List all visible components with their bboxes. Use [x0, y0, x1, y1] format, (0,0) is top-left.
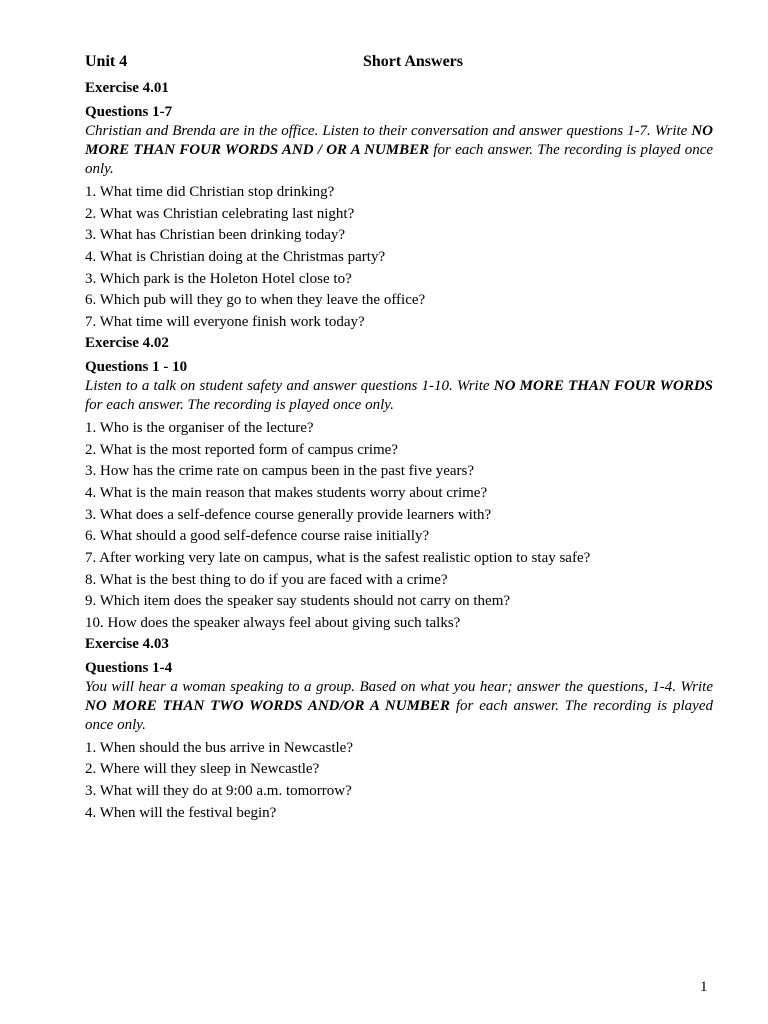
- question-item: 9. Which item does the speaker say students should not carry on them?: [85, 593, 511, 610]
- question-item: 3. How has the crime rate on campus been in the past five years?: [85, 463, 475, 480]
- unit-label: Unit 4: [85, 53, 128, 70]
- instructions-text: for each answer. The recording is played once only.: [85, 697, 713, 733]
- document-page: [85, 52, 713, 824]
- instructions-text: Christian and Brenda are in the office. Listen to their conversation and answer questions 1-7. Write: [85, 123, 692, 139]
- question-item: 2. Where will they sleep in Newcastle?: [85, 761, 320, 778]
- question-item: 3. What has Christian been drinking today?: [85, 227, 346, 244]
- page-number: 1: [700, 979, 708, 995]
- question-item: 1. What time did Christian stop drinking?: [85, 184, 335, 200]
- question-item: 4. What is Christian doing at the Christmas party?: [85, 249, 386, 266]
- instructions-emphasis: NO MORE THAN FOUR WORDS AND / OR A NUMBER: [85, 123, 713, 158]
- question-item: 4. When will the festival begin?: [85, 804, 277, 821]
- question-list: [85, 418, 713, 635]
- question-item: 4. What is the main reason that makes students worry about crime?: [85, 484, 488, 501]
- exercise-heading: Exercise 4.03: [85, 635, 169, 652]
- question-item: 7. What time will everyone finish work today?: [85, 314, 365, 331]
- question-item: 1. When should the bus arrive in Newcastle?: [85, 739, 353, 756]
- question-item: 1. Who is the organiser of the lecture?: [85, 419, 314, 436]
- instructions-text: You will hear a woman speaking to a group. Based on what you hear; answer the questions, 1-4. Write: [85, 678, 713, 695]
- question-item: 2. What was Christian celebrating last night?: [85, 205, 355, 222]
- exercise-heading: Exercise 4.02: [85, 334, 169, 351]
- question-item: 3. What will they do at 9:00 a.m. tomorrow?: [85, 783, 352, 800]
- exercise-instructions: [85, 377, 713, 415]
- questions-heading: Questions 1 - 10: [85, 358, 188, 375]
- document-title: Short Answers: [363, 53, 464, 70]
- exercise-section: [85, 334, 713, 635]
- question-item: 6. What should a good self-defence course raise initially?: [85, 528, 430, 545]
- question-item: 3. What does a self-defence course generally provide learners with?: [85, 506, 492, 523]
- question-item: 8. What is the best thing to do if you are faced with a crime?: [85, 571, 448, 588]
- questions-heading: Questions 1-4: [85, 659, 173, 676]
- exercise-instructions: [85, 678, 713, 735]
- question-item: 10. How does the speaker always feel about giving such talks?: [85, 615, 461, 631]
- instructions-emphasis: NO MORE THAN FOUR WORDS: [493, 377, 714, 394]
- instructions-emphasis: NO MORE THAN TWO WORDS AND/OR A NUMBER: [85, 697, 450, 714]
- question-item: 7. After working very late on campus, what is the safest realistic option to stay safe?: [85, 549, 591, 566]
- exercise-section: [85, 635, 713, 825]
- question-list: [85, 182, 713, 334]
- question-list: [85, 738, 713, 825]
- question-item: 2. What is the most reported form of campus crime?: [85, 441, 398, 458]
- instructions-text: Listen to a talk on student safety and answer questions 1-10. Write: [85, 377, 494, 394]
- instructions-text: for each answer. The recording is played once only.: [85, 396, 394, 413]
- document-header: [85, 52, 713, 74]
- exercise-section: [85, 79, 713, 334]
- exercise-instructions: [85, 122, 713, 179]
- questions-heading: Questions 1-7: [85, 104, 173, 120]
- exercise-heading: Exercise 4.01: [85, 80, 169, 96]
- question-item: 3. Which park is the Holeton Hotel close to?: [85, 270, 352, 287]
- question-item: 6. Which pub will they go to when they leave the office?: [85, 292, 426, 309]
- instructions-text: for each answer. The recording is played once only.: [85, 142, 714, 177]
